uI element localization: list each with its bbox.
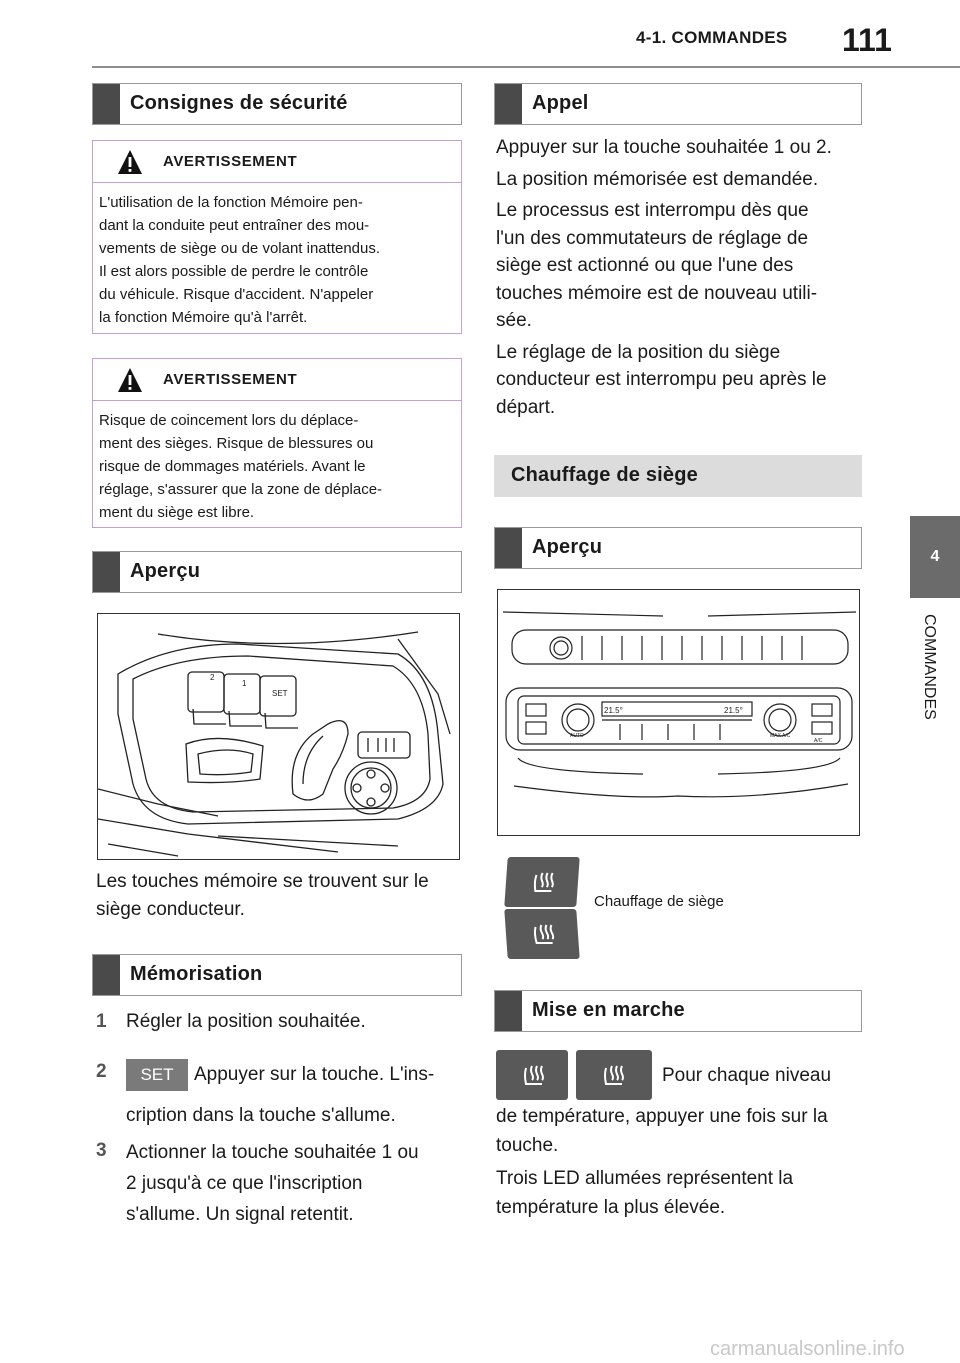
text-line: l'un des commutateurs de réglage de — [496, 227, 809, 249]
text-line: Les touches mémoire se trouvent sur le — [96, 871, 429, 892]
seat-memory-illustration — [97, 613, 460, 860]
text-line: siège est actionné ou que l'une des — [496, 255, 794, 276]
seat-heating-icon — [576, 1050, 652, 1100]
warning-title: AVERTISSEMENT — [163, 153, 298, 170]
warning-header — [93, 141, 461, 183]
warning-line: ment des sièges. Risque de blessures ou — [99, 435, 374, 452]
warning-line: ment du siège est libre. — [99, 504, 255, 521]
header-rule — [92, 66, 960, 68]
heading-text: Chauffage de siège — [511, 464, 698, 486]
climate-panel-illustration — [497, 589, 860, 836]
text-line: conducteur est interrompu peu après le — [496, 369, 827, 390]
heading-text: Consignes de sécurité — [130, 92, 348, 114]
seat-heating-button-front — [504, 857, 579, 907]
ac-label: A/C — [814, 738, 823, 744]
warning-line: risque de dommages matériels. Avant le — [99, 458, 366, 475]
step-line: cription dans la touche s'allume. — [126, 1105, 396, 1126]
set-button-icon: SET — [126, 1059, 188, 1091]
switch-on-text-start: Pour chaque niveau — [662, 1065, 832, 1086]
seat-heating-icon — [496, 1050, 568, 1100]
seat-heating-button-inline-2 — [576, 1050, 652, 1100]
heading-recall — [494, 83, 862, 125]
memory-set-key-label: SET — [272, 689, 288, 698]
switch-on-text — [496, 1102, 866, 1222]
warning-line: Risque de coincement lors du déplace- — [99, 412, 359, 429]
heading-bar — [93, 84, 120, 124]
step-2 — [96, 1058, 466, 1128]
seat-heating-icon — [504, 909, 579, 959]
warning-line: la fonction Mémoire qu'à l'arrêt. — [99, 309, 308, 326]
seat-heating-icon — [504, 857, 579, 907]
step-text — [126, 1137, 466, 1230]
running-header: 4-1. COMMANDES — [636, 28, 788, 47]
step-number: 2 — [96, 1061, 107, 1082]
warning-box-pinching — [92, 358, 462, 528]
climate-panel-drawing — [498, 590, 860, 836]
text-line: départ. — [496, 396, 556, 418]
heading-text: Appel — [532, 92, 589, 114]
step-number: 3 — [96, 1140, 107, 1161]
seat-controls-drawing — [98, 614, 460, 860]
step-line — [126, 1058, 466, 1092]
step-3 — [96, 1137, 466, 1237]
page-number: 111 — [842, 22, 892, 58]
text-line: La position mémorisée est demandée. — [496, 168, 819, 190]
heading-bar — [93, 955, 120, 995]
warning-line: Il est alors possible de perdre le contrôle — [99, 263, 369, 280]
step-line: s'allume. Un signal retentit. — [126, 1204, 354, 1225]
warning-header — [93, 359, 461, 401]
text-line: de température, appuyer une fois sur la — [496, 1106, 828, 1127]
warning-title: AVERTISSEMENT — [163, 371, 298, 388]
heading-bar — [495, 84, 522, 124]
step-line: Actionner la touche souhaitée 1 ou — [126, 1142, 419, 1163]
seat-heating-button-inline-1 — [496, 1050, 568, 1100]
heading-text: Mémorisation — [130, 963, 263, 985]
text-line: Appuyer sur la touche souhaitée 1 ou 2. — [496, 137, 832, 158]
overview-text — [96, 868, 466, 924]
warning-box-memory — [92, 140, 462, 334]
text-line: température la plus élevée. — [496, 1197, 726, 1218]
step-1 — [96, 1008, 466, 1036]
heading-bar — [495, 991, 522, 1031]
heading-heating-overview — [494, 527, 862, 569]
warning-triangle-icon — [117, 149, 143, 175]
text-line: sée. — [496, 310, 532, 331]
text-line: touches mémoire est de nouveau utili- — [496, 282, 818, 304]
heading-text: Aperçu — [532, 536, 603, 558]
watermark: carmanualsonline.info — [710, 1338, 905, 1360]
temp-right-readout: 21.5° — [724, 706, 743, 715]
text-line: Le réglage de la position du siège — [496, 341, 781, 363]
figure-caption: Chauffage de siège — [594, 893, 724, 910]
seat-heating-button-rear — [504, 909, 579, 959]
heading-text: Aperçu — [130, 560, 201, 582]
heading-memorize — [92, 954, 462, 996]
step-line-text: Appuyer sur la touche. L'ins- — [194, 1064, 435, 1085]
text-line: touche. — [496, 1135, 559, 1156]
heading-switch-on — [494, 990, 862, 1032]
text-line: siège conducteur. — [96, 899, 245, 920]
max-ac-label: MAX A/C — [770, 733, 791, 739]
chapter-tab: 4 — [910, 516, 960, 598]
heading-bar — [495, 528, 522, 568]
chapter-label-text: COMMANDES — [921, 614, 938, 720]
text-line: Trois LED allumées représentent la — [496, 1168, 794, 1189]
step-number: 1 — [96, 1011, 107, 1032]
warning-line: réglage, s'assurer que la zone de déplace- — [99, 481, 383, 498]
heading-seat-heating — [494, 455, 862, 497]
text-line: Le processus est interrompu dès que — [496, 200, 809, 221]
recall-text — [496, 134, 866, 421]
warning-line: L'utilisation de la fonction Mémoire pen- — [99, 194, 363, 211]
memory-key-1-label: 1 — [242, 679, 247, 688]
warning-line: dant la conduite peut entraîner des mou- — [99, 217, 370, 234]
step-line: 2 jusqu'à ce que l'inscription — [126, 1173, 363, 1194]
heading-text: Mise en marche — [532, 999, 685, 1021]
heading-bar — [93, 552, 120, 592]
temp-left-readout: 21.5° — [604, 706, 623, 715]
warning-text — [93, 183, 461, 329]
memory-key-2-label: 2 — [210, 673, 215, 682]
auto-label: AUTO — [570, 733, 584, 739]
step-text — [126, 1058, 466, 1130]
chapter-label — [916, 614, 946, 754]
step-text: Régler la position souhaitée. — [126, 1011, 366, 1032]
heading-overview — [92, 551, 462, 593]
heading-safety — [92, 83, 462, 125]
warning-line: vements de siège ou de volant inattendus. — [99, 240, 381, 257]
warning-triangle-icon — [117, 367, 143, 393]
warning-line: du véhicule. Risque d'accident. N'appeler — [99, 286, 374, 303]
warning-text — [93, 401, 461, 524]
